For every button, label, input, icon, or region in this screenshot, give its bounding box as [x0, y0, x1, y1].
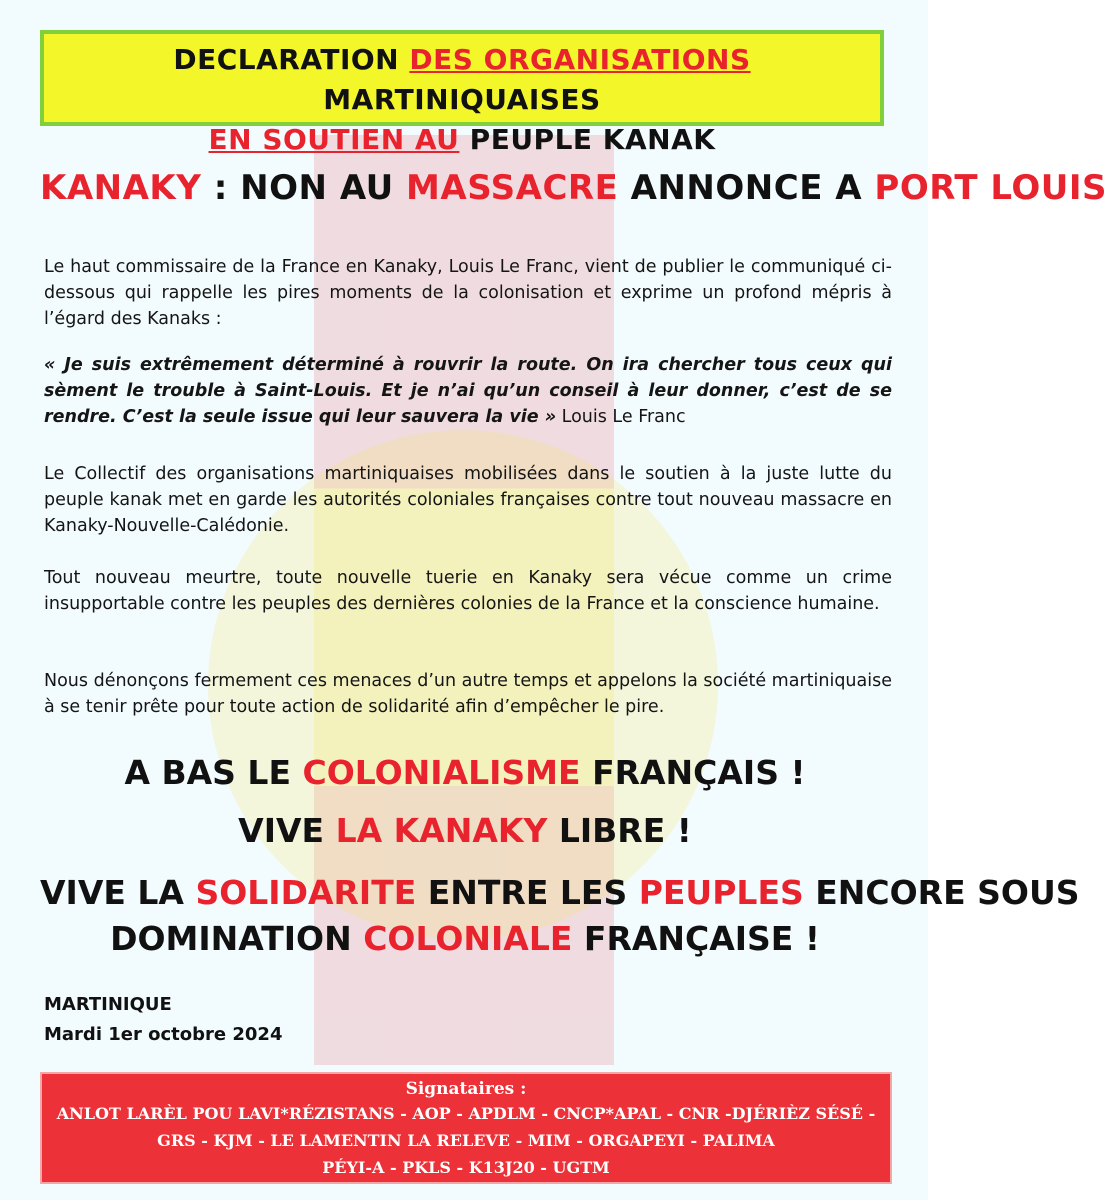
signatories-line: ANLOT LARÈL POU LAVI*RÉZISTANS - AOP - APDLM - CNCP*APAL - CNR -DJÉRIÈZ SÉSÉ - — [56, 1104, 876, 1123]
header-banner — [40, 30, 884, 156]
main-title — [40, 168, 1107, 208]
slogan-part: LIBRE ! — [547, 811, 692, 850]
paragraph-denunciation: Nous dénonçons fermement ces menaces d’un autre temps et appelons la société martiniquaise à se tenir prête pour toute action de solidarité afin d’empêcher le pire. — [44, 671, 892, 717]
slogan-part: COLONIALISME — [302, 753, 581, 792]
signatories-box — [40, 1072, 892, 1184]
slogan-part: FRANÇAISE ! — [572, 919, 820, 958]
slogan-part: COLONIALE — [363, 919, 573, 958]
slogan-part: A BAS LE — [124, 753, 303, 792]
slogan-part: FRANÇAIS ! — [580, 753, 806, 792]
signatories-line: GRS - KJM - LE LAMENTIN LA RELEVE - MIM - ORGAPEYI - PALIMA — [157, 1131, 775, 1150]
slogan-part: PEUPLES — [638, 873, 804, 912]
slogan-part: VIVE — [238, 811, 336, 850]
slogan-part: VIVE LA — [40, 873, 196, 912]
slogan-part: LA KANAKY — [335, 811, 548, 850]
slogan-part: ENCORE SOUS — [803, 873, 1080, 912]
title-part: : NON AU — [201, 168, 407, 208]
slogan-part: ENTRE LES — [416, 873, 639, 912]
slogan-1 — [40, 748, 890, 798]
header-text-highlight: DES ORGANISATIONS — [409, 43, 751, 76]
paragraph-warning: Tout nouveau meurtre, toute nouvelle tuerie en Kanaky sera vécue comme un crime insupportable contre les peuples des dernières colonies de la France et la conscience humaine. — [44, 568, 892, 614]
title-part: MASSACRE — [406, 168, 619, 208]
slogan-2 — [40, 806, 890, 856]
signoff-place: MARTINIQUE — [44, 994, 172, 1015]
signoff — [44, 990, 282, 1050]
quote-author: Louis Le Franc — [556, 407, 686, 427]
paragraph-quote — [44, 352, 892, 430]
slogan-part: DOMINATION — [110, 919, 364, 958]
header-text-highlight: EN SOUTIEN AU — [208, 123, 460, 156]
title-part: PORT LOUIS — [874, 168, 1107, 208]
paragraph-intro: Le haut commissaire de la France en Kanaky, Louis Le Franc, vient de publier le communiqué ci-dessous qui rappelle les pires moments de la colonisation et exprime un profond mépris à l’égard des Kanaks : — [44, 257, 892, 329]
header-text: DECLARATION — [173, 43, 400, 76]
title-part: ANNONCE A — [618, 168, 875, 208]
quote-text: « Je suis extrêmement déterminé à rouvrir la route. On ira chercher tous ceux qui sèment le trouble à Saint-Louis. Et je n’ai qu’un conseil à leur donner, c’est de se rendre. C’est la seule issue qui leur sauvera la vie » — [44, 355, 892, 427]
paragraph-collectif: Le Collectif des organisations martiniquaises mobilisées dans le soutien à la juste lutte du peuple kanak met en garde les autorités coloniales françaises contre tout nouveau massacre en Kanaky-Nouvelle-Calédonie. — [44, 464, 892, 536]
header-line-2 — [44, 120, 880, 160]
slogan-4 — [40, 914, 890, 964]
header-line-1 — [44, 40, 880, 120]
title-part: KANAKY — [40, 168, 202, 208]
header-text: MARTINIQUAISES — [323, 83, 601, 116]
signatories-line: PÉYI-A - PKLS - K13J20 - UGTM — [322, 1158, 610, 1177]
header-text: PEUPLE KANAK — [469, 123, 716, 156]
slogan-part: SOLIDARITE — [195, 873, 417, 912]
signatories-title: Signataires : — [405, 1079, 527, 1099]
signoff-date: Mardi 1er octobre 2024 — [44, 1024, 283, 1045]
slogan-3 — [40, 868, 1080, 918]
